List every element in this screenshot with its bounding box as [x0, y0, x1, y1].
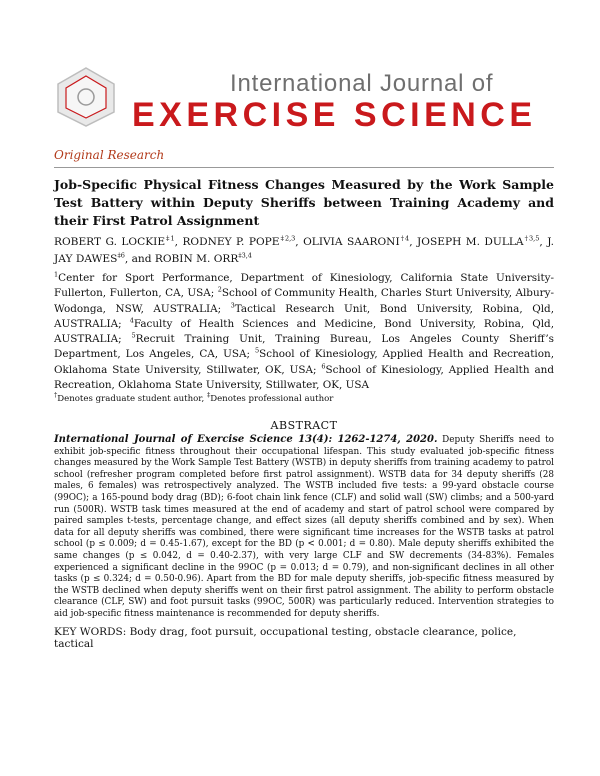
- divider: [54, 167, 554, 168]
- masthead-top-line: International Journal of: [230, 70, 494, 97]
- section-label: Original Research: [54, 148, 165, 162]
- author-sup: ‡1: [165, 234, 175, 243]
- author-name: RODNEY P. POPE: [182, 236, 280, 248]
- citation: International Journal of Exercise Science 13(4): 1262-1274, 2020.: [54, 434, 438, 445]
- author-sup: †3,5: [523, 234, 540, 243]
- author-sup: ‡3,4: [238, 251, 252, 260]
- affil-sup: 6: [321, 362, 326, 371]
- author-list: [54, 234, 554, 268]
- note-sup: ‡: [206, 391, 211, 400]
- affil-text: Recruit Training Unit, Training Bureau, Los Angeles County Sheriff’s Department, Los Angeles, CA, USA;: [54, 333, 555, 361]
- note-sup: †: [54, 391, 58, 400]
- author-sup: ‡6: [117, 251, 125, 260]
- author-sep: ,: [295, 236, 304, 248]
- note-text: Denotes graduate student author,: [57, 394, 207, 404]
- author-sep: ,: [174, 236, 183, 248]
- affil-text: School of Community Health, Charles Sturt University, Albury-Wodonga, NSW, AUSTRALIA;: [54, 287, 554, 315]
- author-sep: ,: [539, 236, 548, 248]
- affil-text: Faculty of Health Sciences and Medicine, Bond University, Robina, Qld, AUSTRALIA;: [54, 317, 555, 346]
- affil-sup: 4: [129, 316, 134, 325]
- author-name: ROBERT G. LOCKIE: [54, 236, 166, 248]
- abstract-heading: ABSTRACT: [270, 419, 338, 432]
- journal-masthead: [54, 58, 554, 138]
- author-name: J. JAY DAWES: [54, 236, 554, 265]
- affil-sup: 1: [54, 270, 59, 279]
- affil-text: Center for Sport Performance, Department of Kinesiology, California State University-Fullerton, Fullerton, CA, USA;: [54, 272, 554, 300]
- affil-text: School of Kinesiology, Applied Health and Recreation, Oklahoma State University, Stillwater, OK, USA: [54, 363, 555, 392]
- affil-sup: 2: [217, 285, 222, 294]
- journal-logo-icon: [54, 66, 118, 128]
- author-name: ROBIN M. ORR: [154, 253, 239, 265]
- author-sep: ,: [409, 236, 418, 248]
- affil-text: Tactical Research Unit, Bond University, Robina, Qld, AUSTRALIA;: [54, 302, 554, 330]
- author-sup: ‡2,3: [279, 234, 296, 243]
- abstract-body: [54, 434, 554, 621]
- author-name: JOSEPH M. DULLA: [417, 236, 524, 248]
- abstract-text: Deputy Sheriffs need to exhibit job-specific fitness throughout their occupational lifespan. This study evaluated job-specific fitness changes measured by the Work Sample Test Battery (WSTB) in deputy sheriffs from training academy to patrol school (refresher program completed before first patrol assignment). WSTB data for 34 deputy sheriffs (28 males, 6 females) was retrospectively analyzed. The WSTB included five tests: a 99-yard obstacle course (99OC); a 165-pound body drag (BD); 6-foot chain link fence (CLF) and solid wall (SW) climbs; and a 500-yard run (500R). WSTB task times measured at the end of academy and start of patrol school were compared by paired samples t-tests, percentage change, and effect sizes (all deputy sheriffs combined and by sex). When data for all deputy sheriffs was combined, there were significant time increases for the WSTB tasks at patrol school (p ≤ 0.009; d = 0.45-1.67), except for the BD (p < 0.001; d = 0.80). Male deputy sheriffs exhibited the same changes (p ≤ 0.042, d = 0.40-2.37), with very large CLF and SW decrements (34-83%). Females experienced a significant decline in the 99OC (p = 0.013; d = 0.79), and non-significant declines in all other tasks (p ≤ 0.324; d = 0.50-0.96). Apart from the BD for male deputy sheriffs, job-specific fitness measured by the WSTB declined when deputy sheriffs went on their first patrol assignment. The ability to perform obstacle clearance (CLF, SW) and foot pursuit tasks (99OC, 500R) was particularly reduced. Intervention strategies to aid job-specific fitness maintenance is recommended for deputy sheriffs.: [54, 435, 555, 619]
- author-sep: , and: [124, 253, 155, 265]
- author-note: [54, 391, 554, 404]
- affil-text: School of Kinesiology, Applied Health and Recreation, Oklahoma State University, Stillwater, OK, USA;: [54, 348, 554, 376]
- keywords: KEY WORDS: Body drag, foot pursuit, occupational testing, obstacle clearance, police, tactical: [54, 626, 517, 650]
- affil-sup: 3: [230, 301, 235, 310]
- note-text: Denotes professional author: [210, 394, 334, 404]
- article-title: Job-Specific Physical Fitness Changes Measured by the Work Sample Test Battery within Deputy Sheriffs between Training Academy and their First Patrol Assignment: [54, 177, 554, 228]
- masthead-bottom-line: EXERCISE SCIENCE: [132, 96, 537, 134]
- affil-sup: 5: [255, 347, 260, 356]
- author-sup: †4: [399, 234, 410, 243]
- affil-sup: 5: [131, 331, 136, 340]
- affiliations: [54, 271, 554, 393]
- author-name: OLIVIA SAARONI: [303, 236, 400, 248]
